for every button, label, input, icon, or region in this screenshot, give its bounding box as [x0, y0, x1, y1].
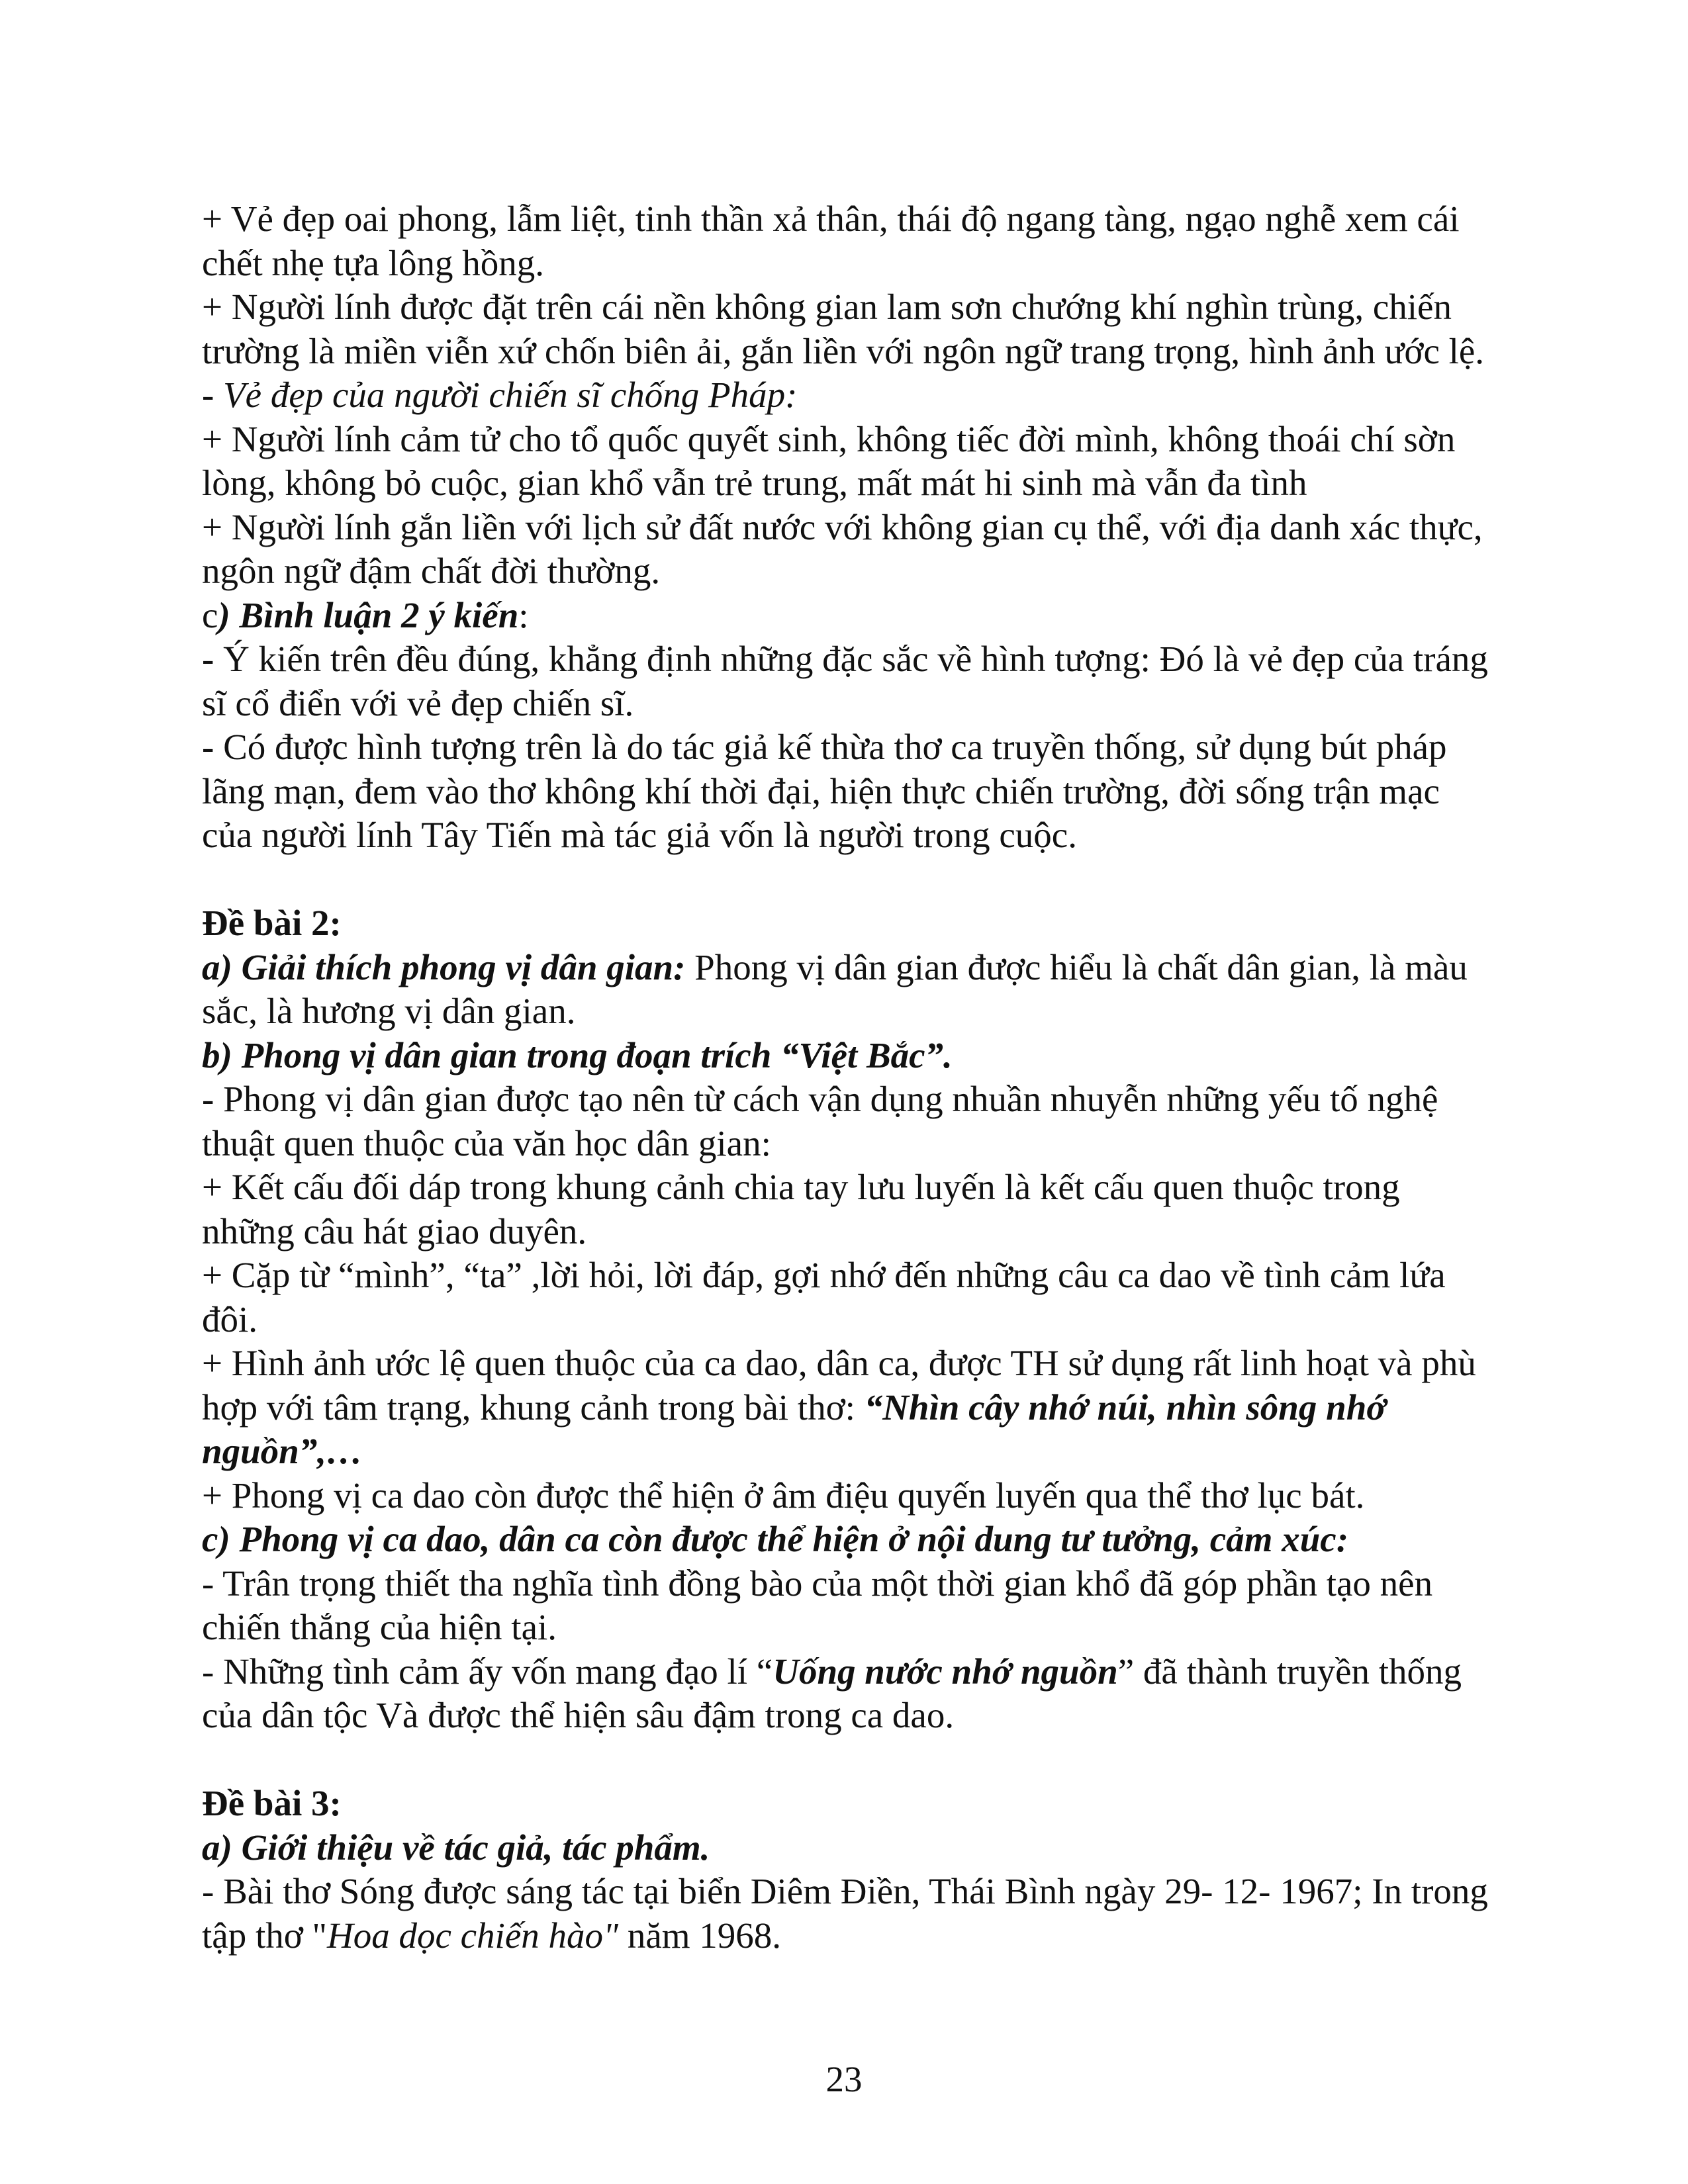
- text-segment: a) Giải thích phong vị dân gian:: [202, 946, 686, 987]
- text-segment: - Những tình cảm ấy vốn mang đạo lí “: [202, 1651, 773, 1692]
- text-segment: Hoa dọc chiến hào": [327, 1915, 619, 1956]
- text-segment: Đề bài 3:: [202, 1783, 342, 1823]
- text-line: [202, 1606, 1559, 1650]
- text-segment: - Trân trọng thiết tha nghĩa tình đồng bào của một thời gian khổ đã góp phần tạo nên: [202, 1563, 1433, 1604]
- text-line: [202, 1342, 1559, 1386]
- text-segment: - Phong vị dân gian được tạo nên từ cách vận dụng nhuần nhuyễn những yếu tố nghệ: [202, 1079, 1438, 1119]
- text-segment: b) Phong vị dân gian trong đoạn trích “Việt Bắc”.: [202, 1034, 953, 1075]
- text-segment: + Hình ảnh ước lệ quen thuộc của ca dao, dân ca, được TH sử dụng rất linh hoạt và phù: [202, 1343, 1476, 1383]
- text-segment: của người lính Tây Tiến mà tác giả vốn là người trong cuộc.: [202, 815, 1077, 855]
- text-segment: Đề bài 2:: [202, 903, 342, 943]
- text-line: [202, 418, 1559, 462]
- text-line: [202, 330, 1559, 374]
- text-line: [202, 813, 1559, 858]
- text-segment: ) Bình luận 2 ý kiến: [218, 594, 519, 635]
- text-line: [202, 1298, 1559, 1342]
- text-segment: những câu hát giao duyên.: [202, 1210, 587, 1251]
- text-line: [202, 1474, 1559, 1518]
- text-segment: Uống nước nhớ nguồn: [773, 1651, 1118, 1692]
- text-line: [202, 1034, 1559, 1078]
- text-line: [202, 1077, 1559, 1122]
- text-line: [202, 1210, 1559, 1254]
- page-number: 23: [825, 2059, 863, 2099]
- text-line: [202, 1826, 1559, 1870]
- text-segment: sĩ cổ điển với vẻ đẹp chiến sĩ.: [202, 682, 634, 723]
- text-line: [202, 682, 1559, 726]
- text-line: [202, 1518, 1559, 1562]
- text-segment: c: [202, 594, 218, 635]
- text-segment: Phong vị dân gian được hiểu là chất dân gian, là màu: [685, 946, 1468, 987]
- text-segment: thuật quen thuộc của văn học dân gian:: [202, 1122, 771, 1163]
- text-segment: nguồn”,…: [202, 1431, 363, 1471]
- text-segment: ngôn ngữ đậm chất đời thường.: [202, 551, 661, 591]
- text-line: [202, 1914, 1559, 1958]
- text-line: [202, 725, 1559, 770]
- text-segment: “Nhìn cây nhớ núi, nhìn sông nhớ: [864, 1387, 1386, 1428]
- text-segment: sắc, là hương vị dân gian.: [202, 991, 576, 1031]
- text-segment: đôi.: [202, 1298, 258, 1340]
- text-line: [202, 1253, 1559, 1298]
- text-line: [202, 1650, 1559, 1694]
- text-segment: Vẻ đẹp của người chiến sĩ chống Pháp:: [223, 375, 798, 415]
- text-line: [202, 1165, 1559, 1210]
- text-segment: + Người lính gắn liền với lịch sử đất nước với không gian cụ thể, với địa danh xác thực,: [202, 506, 1483, 547]
- text-line: [202, 1694, 1559, 1738]
- text-line: [202, 285, 1559, 330]
- text-line: [202, 1782, 1559, 1826]
- text-segment: a) Giới thiệu về tác giả, tác phẩm.: [202, 1827, 710, 1868]
- text-line: [202, 549, 1559, 594]
- text-segment: lãng mạn, đem vào thơ không khí thời đại, hiện thực chiến trường, đời sống trận mạc: [202, 770, 1440, 811]
- text-segment: + Vẻ đẹp oai phong, lẫm liệt, tinh thần xả thân, thái độ ngang tàng, ngạo nghễ xem cái: [202, 199, 1460, 239]
- text-segment: + Cặp từ “mình”, “ta” ,lời hỏi, lời đáp, gợi nhớ đến những câu ca dao về tình cảm lứa: [202, 1255, 1446, 1295]
- text-line: [202, 1122, 1559, 1166]
- text-segment: tập thơ ": [202, 1915, 328, 1956]
- text-line: [202, 637, 1559, 682]
- text-segment: lòng, không bỏ cuộc, gian khổ vẫn trẻ trung, mất mát hi sinh mà vẫn đa tình: [202, 463, 1307, 503]
- text-segment: năm 1968.: [618, 1915, 782, 1956]
- text-line: [202, 989, 1559, 1034]
- text-segment: hợp với tâm trạng, khung cảnh trong bài thơ:: [202, 1387, 865, 1428]
- text-line: [202, 1430, 1559, 1474]
- text-line: [202, 242, 1559, 286]
- text-line: [202, 506, 1559, 550]
- paragraph-gap: [202, 1738, 1559, 1782]
- text-segment: :: [518, 594, 529, 635]
- text-segment: - Ý kiến trên đều đúng, khẳng định những đặc sắc về hình tượng: Đó là vẻ đẹp của tráng: [202, 639, 1488, 679]
- text-line: [202, 197, 1559, 242]
- text-segment: trường là miền viễn xứ chốn biên ải, gắn liền với ngôn ngữ trang trọng, hình ảnh ước lệ.: [202, 330, 1485, 371]
- text-segment: ” đã thành truyền thống: [1117, 1651, 1462, 1692]
- text-segment: của dân tộc Và được thể hiện sâu đậm trong ca dao.: [202, 1695, 955, 1735]
- text-segment: + Người lính được đặt trên cái nền không gian lam sơn chướng khí nghìn trùng, chiến: [202, 287, 1452, 327]
- text-segment: -: [202, 375, 224, 415]
- text-line: [202, 461, 1559, 506]
- document-page: [202, 197, 1559, 1958]
- text-segment: - Có được hình tượng trên là do tác giả kế thừa thơ ca truyền thống, sử dụng bút pháp: [202, 727, 1447, 767]
- text-line: [202, 946, 1559, 990]
- text-segment: c) Phong vị ca dao, dân ca còn được thể hiện ở nội dung tư tưởng, cảm xúc:: [202, 1519, 1349, 1559]
- text-segment: + Kết cấu đối dáp trong khung cảnh chia tay lưu luyến là kết cấu quen thuộc trong: [202, 1167, 1400, 1207]
- text-segment: - Bài thơ Sóng được sáng tác tại biển Diêm Điền, Thái Bình ngày 29- 12- 1967; In trong: [202, 1871, 1488, 1911]
- text-segment: chiến thắng của hiện tại.: [202, 1607, 557, 1647]
- text-line: [202, 1562, 1559, 1606]
- text-line: [202, 373, 1559, 418]
- text-segment: + Người lính cảm tử cho tổ quốc quyết sinh, không tiếc đời mình, không thoái chí sờn: [202, 418, 1456, 459]
- text-segment: chết nhẹ tựa lông hồng.: [202, 242, 545, 283]
- text-line: [202, 901, 1559, 946]
- text-line: [202, 594, 1559, 638]
- text-line: [202, 1870, 1559, 1914]
- text-segment: + Phong vị ca dao còn được thể hiện ở âm điệu quyến luyến qua thể thơ lục bát.: [202, 1475, 1365, 1516]
- paragraph-gap: [202, 858, 1559, 902]
- text-line: [202, 1386, 1559, 1430]
- text-line: [202, 770, 1559, 814]
